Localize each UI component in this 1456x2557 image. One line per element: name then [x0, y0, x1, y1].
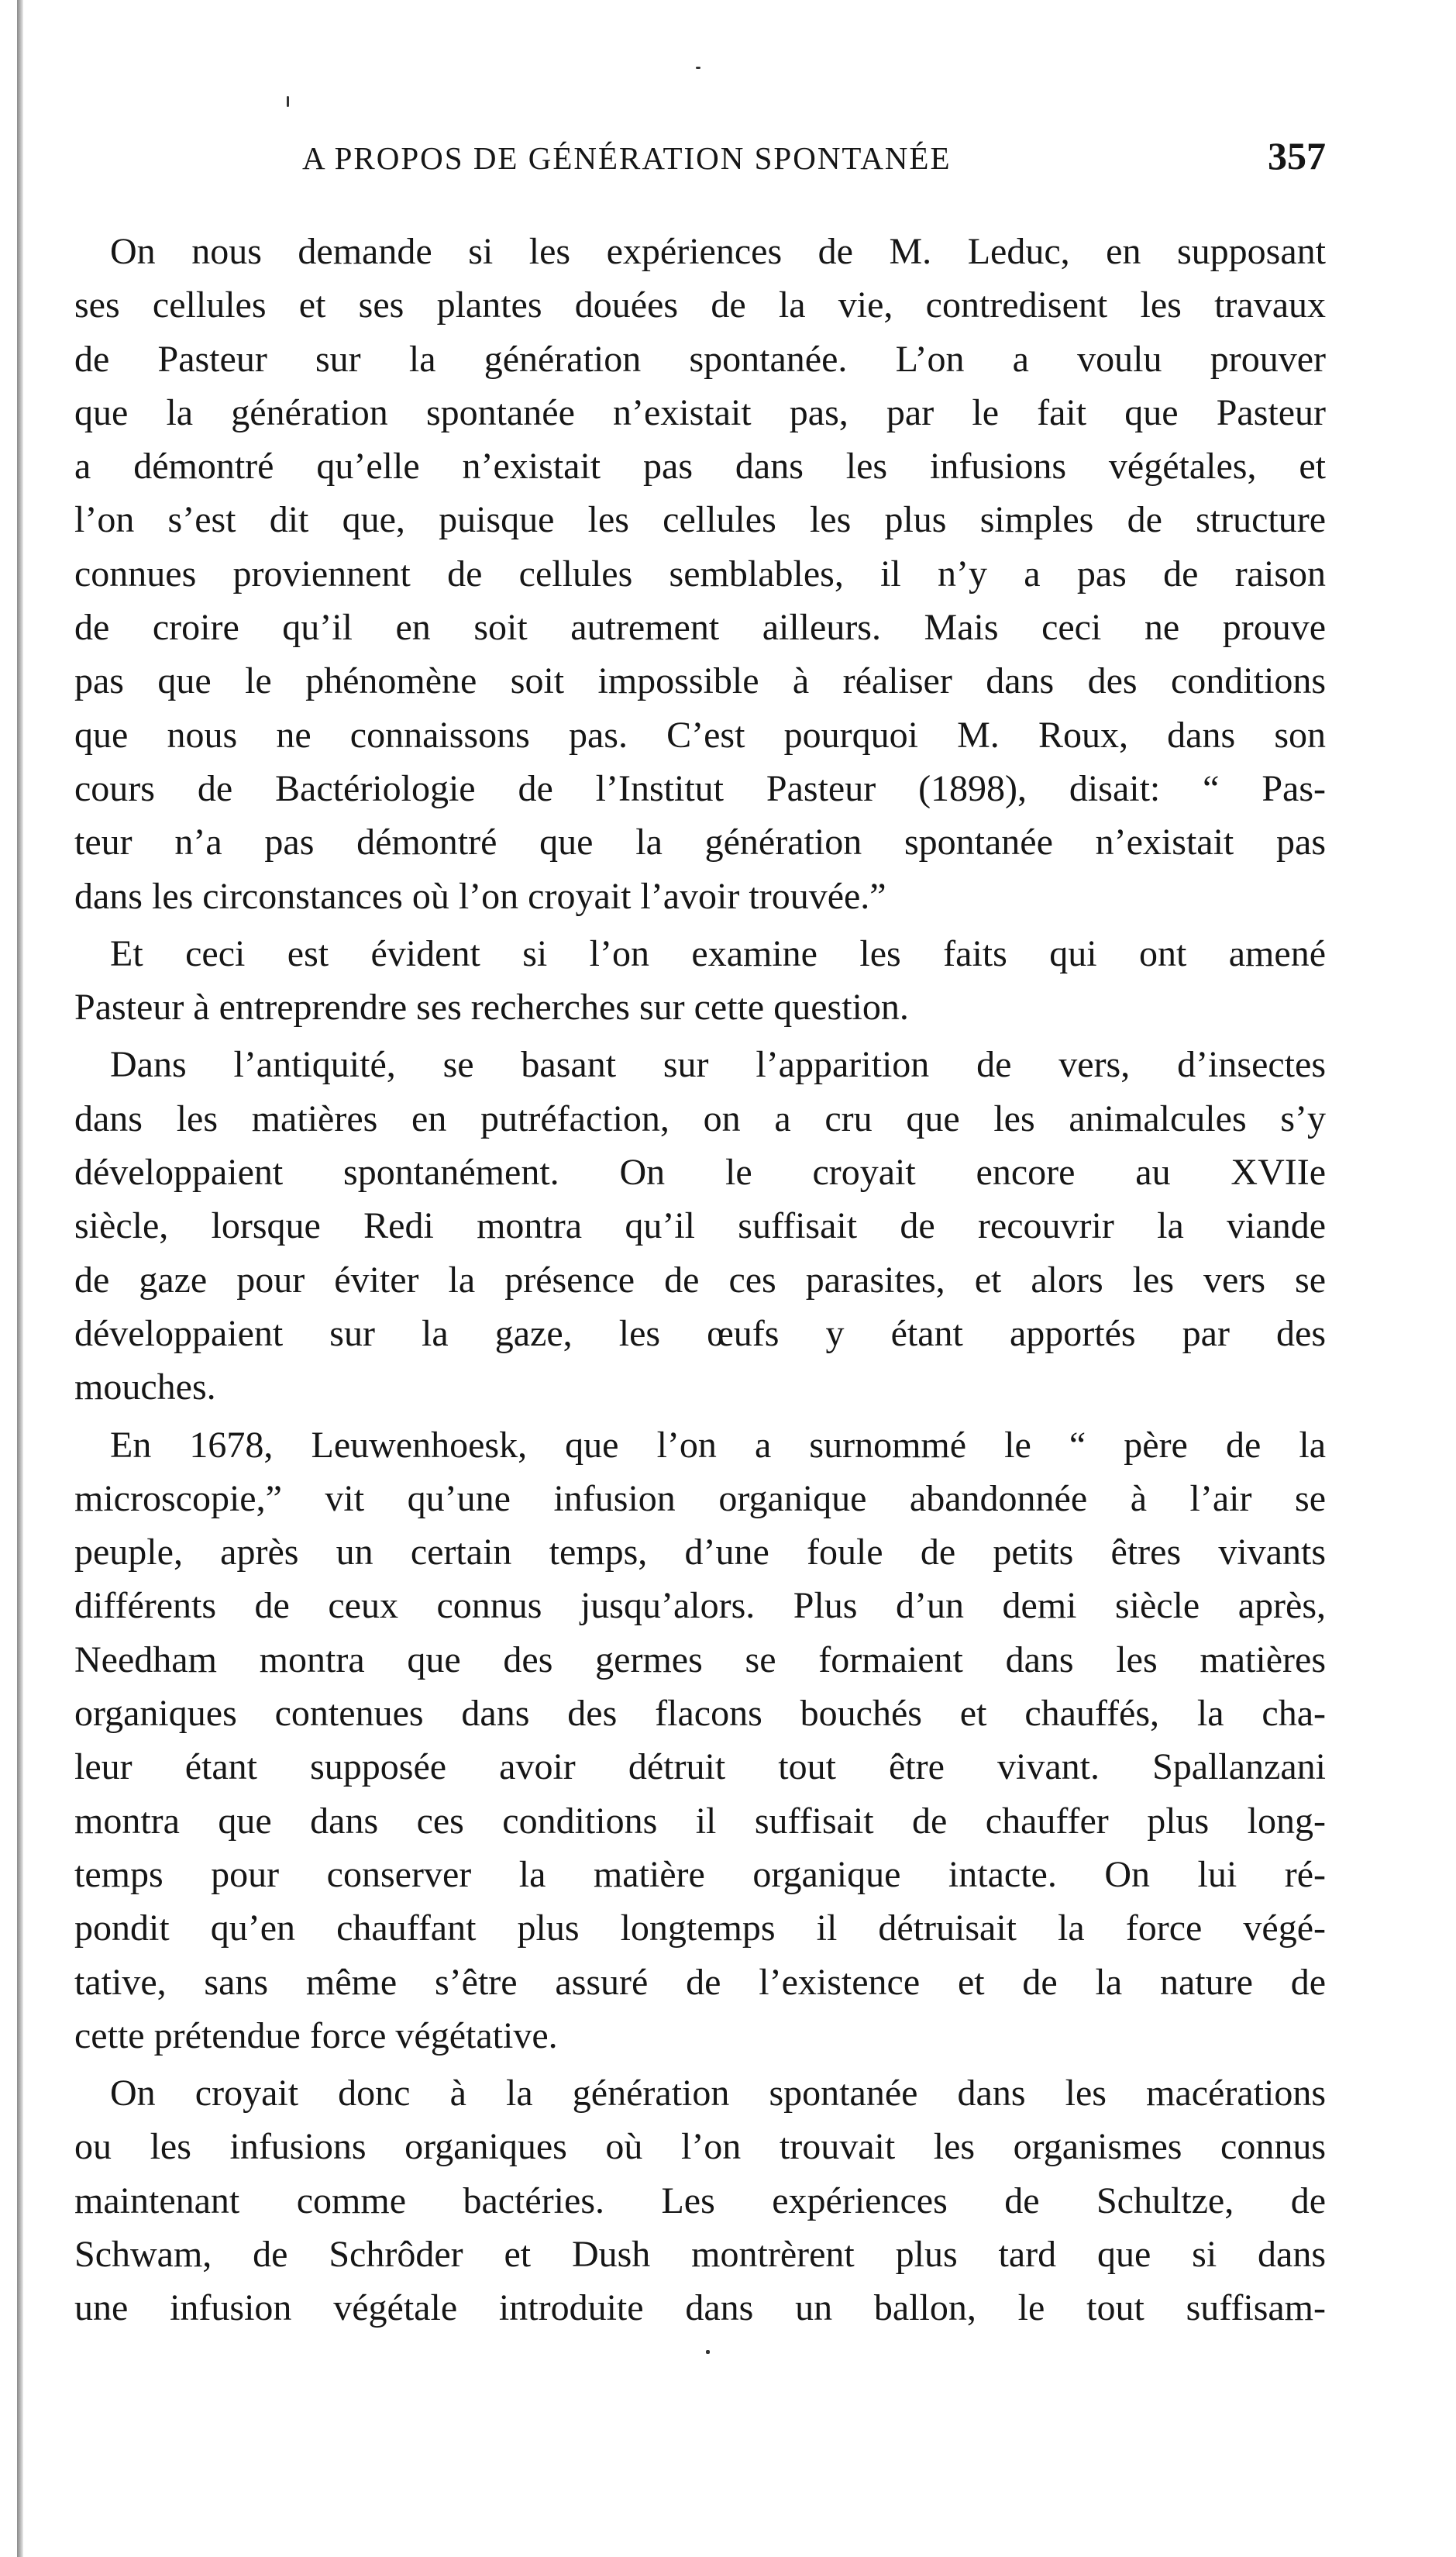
- paragraph-4: [74, 1418, 1326, 2063]
- body-text: [74, 225, 1326, 2339]
- text-line: que nous ne connaissons pas. C’est pourquoi M. Roux, dans son: [74, 714, 1326, 756]
- text-line: pondit qu’en chauffant plus longtemps il détruisait la force végé-: [74, 1907, 1326, 1949]
- paragraph-1: [74, 225, 1326, 923]
- paragraph-5: [74, 2066, 1326, 2335]
- text-line: ou les infusions organiques où l’on trouvait les organismes connus: [74, 2126, 1326, 2168]
- text-line: peuple, après un certain temps, d’une foule de petits êtres vivants: [74, 1532, 1326, 1573]
- text-line: Pasteur à entreprendre ses recherches sur cette question.: [74, 987, 909, 1029]
- text-line: Needham montra que des germes se formaient dans les matières: [74, 1639, 1326, 1680]
- text-line: l’on s’est dit que, puisque les cellules les plus simples de structure: [74, 499, 1326, 541]
- scan-speck: [287, 96, 289, 107]
- text-line: cours de Bactériologie de l’Institut Pasteur (1898), disait: “ Pas-: [74, 767, 1326, 809]
- text-line: connues proviennent de cellules semblables, il n’y a pas de raison: [74, 553, 1326, 594]
- running-head: A PROPOS DE GÉNÉRATION SPONTANÉE: [302, 140, 952, 176]
- text-line: développaient sur la gaze, les œufs y étant apportés par des: [74, 1312, 1326, 1354]
- text-line: de Pasteur sur la génération spontanée. L’on a voulu prouver: [74, 338, 1326, 380]
- text-line: de gaze pour éviter la présence de ces parasites, et alors les vers se: [74, 1259, 1326, 1301]
- text-line: que la génération spontanée n’existait pas, par le fait que Pasteur: [74, 391, 1326, 433]
- text-line: pas que le phénomène soit impossible à réaliser dans des conditions: [74, 660, 1326, 702]
- text-line: En 1678, Leuwenhoesk, que l’on a surnommé le “ père de la: [110, 1424, 1326, 1466]
- page-number: 357: [1268, 134, 1326, 177]
- text-line: mouches.: [74, 1366, 216, 1408]
- text-line: Dans l’antiquité, se basant sur l’apparition de vers, d’insectes: [110, 1044, 1326, 1086]
- text-line: Schwam, de Schrôder et Dush montrèrent plus tard que si dans: [74, 2233, 1326, 2275]
- text-line: On croyait donc à la génération spontanée dans les macérations: [110, 2073, 1326, 2114]
- paragraph-2: [74, 927, 1326, 1035]
- scan-speck: [696, 67, 700, 69]
- text-line: tative, sans même s’être assuré de l’existence et de la nature de: [74, 1961, 1326, 2003]
- text-line: temps pour conserver la matière organique intacte. On lui ré-: [74, 1853, 1326, 1895]
- text-line: développaient spontanément. On le croyait encore au XVIIe: [74, 1152, 1326, 1194]
- text-line: maintenant comme bactéries. Les expériences de Schultze, de: [74, 2180, 1326, 2221]
- text-line: organiques contenues dans des flacons bouchés et chauffés, la cha-: [74, 1693, 1326, 1735]
- binding-edge: [17, 0, 23, 2557]
- text-line: teur n’a pas démontré que la génération spontanée n’existait pas: [74, 822, 1326, 863]
- scan-speck: [706, 2350, 710, 2354]
- text-line: de croire qu’il en soit autrement ailleurs. Mais ceci ne prouve: [74, 607, 1326, 649]
- text-line: On nous demande si les expériences de M. Leduc, en supposant: [110, 231, 1326, 272]
- text-line: différents de ceux connus jusqu’alors. Plus d’un demi siècle après,: [74, 1585, 1326, 1627]
- text-line: dans les circonstances où l’on croyait l’avoir trouvée.”: [74, 875, 886, 917]
- text-line: Et ceci est évident si l’on examine les faits qui ont amené: [110, 932, 1326, 974]
- text-line: cette prétendue force végétative.: [74, 2014, 558, 2056]
- text-line: ses cellules et ses plantes douées de la vie, contredisent les travaux: [74, 284, 1326, 326]
- text-line: microscopie,” vit qu’une infusion organique abandonnée à l’air se: [74, 1477, 1326, 1519]
- paragraph-3: [74, 1038, 1326, 1414]
- text-line: leur étant supposée avoir détruit tout être vivant. Spallanzani: [74, 1746, 1326, 1788]
- text-line: dans les matières en putréfaction, on a cru que les animalcules s’y: [74, 1098, 1326, 1139]
- text-line: siècle, lorsque Redi montra qu’il suffisait de recouvrir la viande: [74, 1205, 1326, 1247]
- text-line: montra que dans ces conditions il suffisait de chauffer plus long-: [74, 1800, 1326, 1842]
- text-line: a démontré qu’elle n’existait pas dans les infusions végétales, et: [74, 446, 1326, 488]
- text-line: une infusion végétale introduite dans un ballon, le tout suffisam-: [74, 2287, 1326, 2329]
